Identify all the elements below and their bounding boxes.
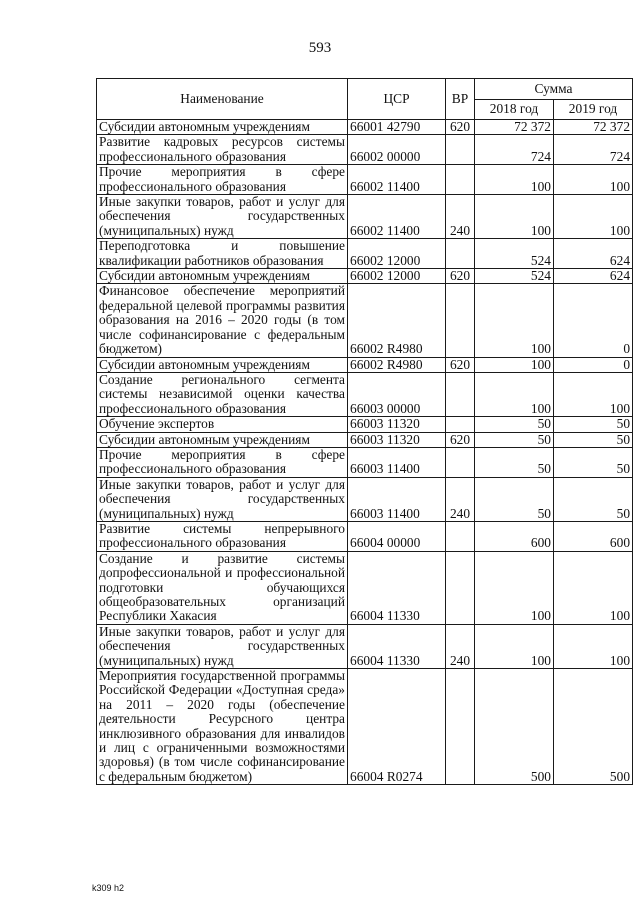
row-name: Мероприятия государственной программы Российской Федерации «Доступная среда» на 2011 – 2020 годы (обеспечение деятельности Ресурсного центра инклюзивного образования для инвалидов и лиц с ограниченными возможностями здоровья) (в том числе софинансирование с федеральным бюджетом) — [97, 669, 348, 785]
table-row — [97, 239, 633, 269]
row-sum-2018: 600 — [475, 521, 554, 551]
row-sum-2018: 72 372 — [475, 120, 554, 135]
row-csr: 66003 11400 — [348, 447, 446, 477]
row-csr: 66002 R4980 — [348, 357, 446, 372]
table-row — [97, 284, 633, 357]
table-row — [97, 447, 633, 477]
row-vr — [446, 417, 475, 432]
row-csr: 66003 00000 — [348, 372, 446, 416]
row-sum-2019: 600 — [554, 521, 633, 551]
table-row — [97, 669, 633, 785]
row-vr — [446, 551, 475, 624]
row-sum-2019: 100 — [554, 195, 633, 239]
row-csr: 66002 11400 — [348, 165, 446, 195]
row-sum-2019: 50 — [554, 447, 633, 477]
row-sum-2019: 50 — [554, 417, 633, 432]
row-sum-2018: 50 — [475, 417, 554, 432]
row-sum-2019: 100 — [554, 624, 633, 668]
row-sum-2019: 100 — [554, 551, 633, 624]
row-name: Субсидии автономным учреждениям — [97, 269, 348, 284]
table-row — [97, 417, 633, 432]
row-vr — [446, 239, 475, 269]
row-vr: 620 — [446, 120, 475, 135]
row-sum-2018: 50 — [475, 477, 554, 521]
header-csr: ЦСР — [348, 79, 446, 120]
row-name: Иные закупки товаров, работ и услуг для обеспечения государственных (муниципальных) нужд — [97, 624, 348, 668]
row-name: Создание и развитие системы допрофессиональной и профессиональной подготовки обучающихся общеобразовательных организаций Республики Хакасия — [97, 551, 348, 624]
row-sum-2018: 100 — [475, 551, 554, 624]
table-row — [97, 477, 633, 521]
row-csr: 66001 42790 — [348, 120, 446, 135]
table-row — [97, 432, 633, 447]
row-vr: 620 — [446, 357, 475, 372]
row-vr — [446, 165, 475, 195]
header-sum: Сумма — [475, 79, 633, 100]
row-sum-2018: 724 — [475, 135, 554, 165]
row-sum-2019: 72 372 — [554, 120, 633, 135]
table-row — [97, 135, 633, 165]
row-name: Создание регионального сегмента системы независимой оценки качества профессионального образования — [97, 372, 348, 416]
row-csr: 66004 11330 — [348, 624, 446, 668]
row-name: Развитие кадровых ресурсов системы профессионального образования — [97, 135, 348, 165]
row-sum-2018: 50 — [475, 447, 554, 477]
row-csr: 66004 R0274 — [348, 669, 446, 785]
row-sum-2018: 100 — [475, 372, 554, 416]
row-sum-2019: 100 — [554, 372, 633, 416]
row-sum-2018: 500 — [475, 669, 554, 785]
table-row — [97, 357, 633, 372]
row-csr: 66004 11330 — [348, 551, 446, 624]
row-sum-2018: 50 — [475, 432, 554, 447]
header-year-2018: 2018 год — [475, 100, 554, 120]
row-sum-2018: 100 — [475, 165, 554, 195]
row-sum-2019: 0 — [554, 357, 633, 372]
table-row — [97, 120, 633, 135]
row-sum-2019: 50 — [554, 477, 633, 521]
row-csr: 66003 11320 — [348, 432, 446, 447]
row-vr — [446, 447, 475, 477]
row-sum-2018: 100 — [475, 284, 554, 357]
row-vr — [446, 135, 475, 165]
row-sum-2018: 100 — [475, 357, 554, 372]
table-row — [97, 372, 633, 416]
row-vr — [446, 669, 475, 785]
table-row — [97, 269, 633, 284]
row-sum-2019: 500 — [554, 669, 633, 785]
row-sum-2019: 624 — [554, 269, 633, 284]
row-sum-2019: 724 — [554, 135, 633, 165]
row-vr — [446, 372, 475, 416]
row-csr: 66004 00000 — [348, 521, 446, 551]
row-sum-2018: 100 — [475, 195, 554, 239]
row-name: Субсидии автономным учреждениям — [97, 432, 348, 447]
row-name: Субсидии автономным учреждениям — [97, 357, 348, 372]
row-vr: 620 — [446, 269, 475, 284]
row-csr: 66002 12000 — [348, 239, 446, 269]
row-csr: 66002 00000 — [348, 135, 446, 165]
row-name: Финансовое обеспечение мероприятий федеральной целевой программы развития образования на 2016 – 2020 годы (в том числе софинансирование с федеральным бюджетом) — [97, 284, 348, 357]
row-vr — [446, 284, 475, 357]
table-row — [97, 551, 633, 624]
header-vr: ВР — [446, 79, 475, 120]
page-number: 593 — [308, 40, 332, 56]
row-vr: 240 — [446, 477, 475, 521]
row-vr — [446, 521, 475, 551]
row-name: Прочие мероприятия в сфере профессионального образования — [97, 447, 348, 477]
row-name: Прочие мероприятия в сфере профессионального образования — [97, 165, 348, 195]
row-name: Развитие системы непрерывного профессионального образования — [97, 521, 348, 551]
table-row — [97, 624, 633, 668]
table-row — [97, 521, 633, 551]
footer-code: k309 h2 — [92, 883, 125, 893]
row-sum-2018: 100 — [475, 624, 554, 668]
table-row — [97, 165, 633, 195]
row-csr: 66002 R4980 — [348, 284, 446, 357]
row-csr: 66003 11320 — [348, 417, 446, 432]
row-sum-2019: 624 — [554, 239, 633, 269]
row-sum-2019: 100 — [554, 165, 633, 195]
row-vr: 620 — [446, 432, 475, 447]
header-year-2019: 2019 год — [554, 100, 633, 120]
row-csr: 66003 11400 — [348, 477, 446, 521]
row-sum-2019: 0 — [554, 284, 633, 357]
row-name: Субсидии автономным учреждениям — [97, 120, 348, 135]
budget-table — [96, 78, 633, 785]
row-name: Иные закупки товаров, работ и услуг для обеспечения государственных (муниципальных) нужд — [97, 195, 348, 239]
row-vr: 240 — [446, 195, 475, 239]
table-body — [97, 120, 633, 785]
row-vr: 240 — [446, 624, 475, 668]
row-sum-2019: 50 — [554, 432, 633, 447]
row-sum-2018: 524 — [475, 269, 554, 284]
row-name: Иные закупки товаров, работ и услуг для обеспечения государственных (муниципальных) нужд — [97, 477, 348, 521]
table-row — [97, 195, 633, 239]
header-name: Наименование — [97, 79, 348, 120]
row-csr: 66002 11400 — [348, 195, 446, 239]
row-name: Обучение экспертов — [97, 417, 348, 432]
row-csr: 66002 12000 — [348, 269, 446, 284]
row-sum-2018: 524 — [475, 239, 554, 269]
row-name: Переподготовка и повышение квалификации работников образования — [97, 239, 348, 269]
